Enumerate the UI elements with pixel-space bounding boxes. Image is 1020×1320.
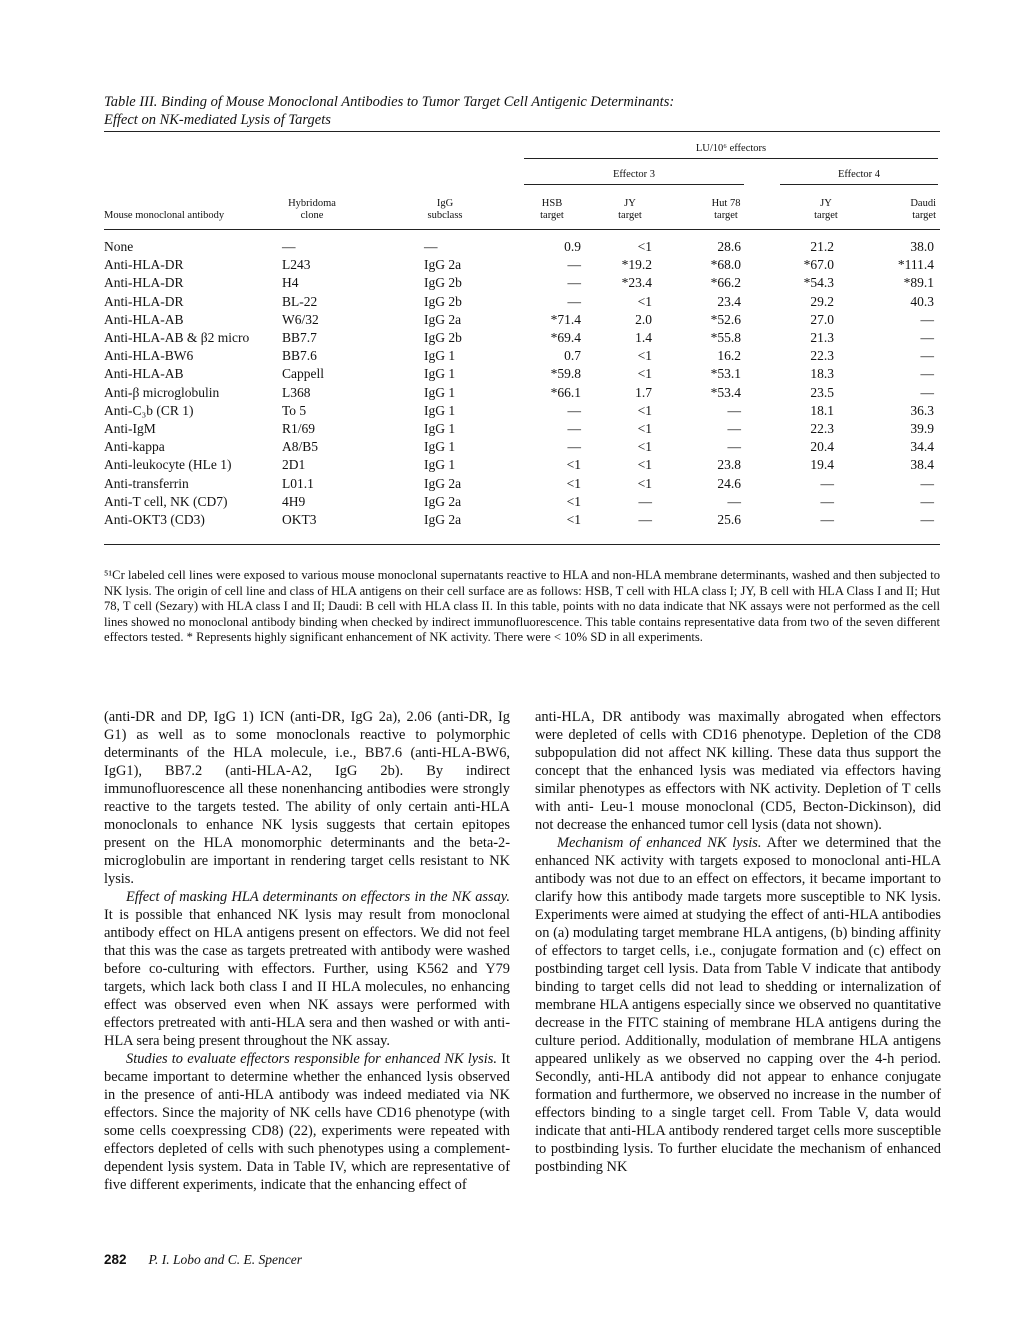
cell-jy-effector3: 2.0 <box>635 311 652 327</box>
cell-jy-effector4: — <box>820 475 834 491</box>
cell-igg-subclass: IgG 2b <box>424 330 462 345</box>
cell-jy-effector4: *54.3 <box>803 275 834 291</box>
cell-igg-subclass: IgG 2b <box>424 293 462 309</box>
cell-daudi: — <box>920 311 934 327</box>
effector3-header: Effector 3 <box>612 169 656 180</box>
cell-antibody: Anti-IgM <box>104 421 156 436</box>
cell-jy-effector4: 23.5 <box>810 384 834 400</box>
cell-igg-subclass: IgG 1 <box>424 439 456 455</box>
cell-jy-effector3: <1 <box>637 439 652 455</box>
table-caption <box>104 93 944 129</box>
cell-jy-effector3: *23.4 <box>621 275 652 291</box>
section-heading: Mechanism of enhanced NK lysis. <box>557 835 762 851</box>
cell-jy-effector4: 29.2 <box>810 293 834 309</box>
cell-hut78: *66.2 <box>710 275 741 291</box>
cell-hut78: 23.4 <box>717 293 741 309</box>
cell-hsb: — <box>567 439 581 455</box>
cell-hut78: *53.4 <box>710 384 741 400</box>
cell-jy-effector4: 21.3 <box>810 330 834 345</box>
cell-antibody: Anti-T cell, NK (CD7) <box>104 493 228 509</box>
cell-antibody: Anti-C₃b (CR 1) <box>104 402 194 418</box>
cell-jy-effector3: <1 <box>637 457 652 473</box>
cell-jy-effector4: 18.3 <box>810 366 834 382</box>
cell-jy-effector3: <1 <box>637 475 652 491</box>
cell-clone: L01.1 <box>282 475 314 491</box>
cell-jy-effector4: — <box>820 512 834 527</box>
cell-daudi: *89.1 <box>903 275 934 291</box>
paragraph: Mechanism of enhanced NK lysis. After we determined that the enhanced NK activity with targets exposed to monoclonal anti-HLA antibody was not due to an effect on effectors, it became important to clarify how this antibody made targets more susceptible to NK lysis. Experiments were aimed at studying the effect of anti-HLA antibodies on (a) modulating target membrane HLA antigens, (b) binding affinity of effectors to target cells, i.e., conjugate formation and (c) effect on postbinding target cell lysis. Data from Table V indicate that antibody binding to target cells did not lead to shedding or internalization of membrane HLA antigens especially since we observed no quantitative decrease in the FITC staining of membrane HLA antigens during the culture period. Additionally, modulation of membrane HLA antigens appeared unlikely as we observed no capping over the 4-h period. Secondly, anti-HLA antibody did not appear to enhance conjugate formation and furthermore, we observed no increase in the number of effectors binding to a single target cell. From Table V, data would indicate that anti-HLA antibody rendered target cells more susceptible to postbinding lysis. To further elucidate the mechanism of enhanced postbinding NK <box>535 835 941 1175</box>
cell-igg-subclass: IgG 1 <box>424 457 456 473</box>
cell-clone: A8/B5 <box>282 439 319 455</box>
cell-hut78: 16.2 <box>717 348 741 364</box>
cell-jy-effector3: — <box>638 512 652 527</box>
cell-igg-subclass: IgG 1 <box>424 402 456 418</box>
cell-antibody: Anti-HLA-DR <box>104 257 184 273</box>
cell-igg-subclass: IgG 1 <box>424 421 456 436</box>
cell-clone: H4 <box>282 275 299 291</box>
cell-antibody: Anti-HLA-DR <box>104 293 184 309</box>
cell-clone: 4H9 <box>282 493 306 509</box>
cell-hut78: 28.6 <box>717 239 741 254</box>
cell-daudi: — <box>920 512 934 527</box>
cell-jy-effector3: *19.2 <box>621 257 652 273</box>
cell-hsb: 0.7 <box>564 348 581 364</box>
cell-jy-effector3: <1 <box>637 421 652 436</box>
cell-antibody: Anti-kappa <box>104 439 165 455</box>
cell-daudi: — <box>920 493 934 509</box>
cell-antibody: Anti-HLA-AB <box>104 311 184 327</box>
column-header-clone: Hybridoma clone <box>288 198 336 221</box>
paragraph: Studies to evaluate effectors responsible for enhanced NK lysis. It became important to determine whether the enhanced lysis observed in the presence of anti-HLA antibody was indeed mediated via NK effectors. Since the majority of NK cells have CD16 phenotype (with some cells coexpressing CD8) (22), experiments were repeated with effectors depleted of cells with such phenotypes using a complement-dependent lysis system. Data in Table IV, which are representative of five different experiments, indicate that the enhancing effect of <box>104 1051 510 1193</box>
cell-hsb: — <box>567 275 581 291</box>
cell-hut78: *52.6 <box>710 311 741 327</box>
cell-hut78: — <box>727 439 741 455</box>
cell-daudi: 38.0 <box>910 239 934 254</box>
cell-hut78: 24.6 <box>717 475 741 491</box>
cell-daudi: *111.4 <box>897 257 934 273</box>
cell-clone: BB7.6 <box>282 348 317 364</box>
column-header-jy-effector3: JY target <box>618 198 642 221</box>
cell-antibody: Anti-β microglobulin <box>104 384 220 400</box>
cell-antibody: Anti-leukocyte (HLe 1) <box>104 457 232 473</box>
table-caption-line1: Table III. Binding of Mouse Monoclonal Antibodies to Tumor Target Cell Antigenic Determinants: <box>104 94 675 110</box>
cell-jy-effector3: <1 <box>637 239 652 254</box>
cell-daudi: 34.4 <box>910 439 934 455</box>
cell-hsb: — <box>567 293 581 309</box>
running-authors: P. I. Lobo and C. E. Spencer <box>148 1252 303 1267</box>
cell-jy-effector4: 21.2 <box>810 239 834 254</box>
cell-hsb: 0.9 <box>564 239 581 254</box>
cell-antibody: Anti-OKT3 (CD3) <box>104 512 205 527</box>
cell-daudi: — <box>920 475 934 491</box>
cell-jy-effector4: — <box>820 493 834 509</box>
cell-daudi: 40.3 <box>910 293 934 309</box>
cell-igg-subclass: — <box>424 239 438 254</box>
cell-hsb: *66.1 <box>550 384 581 400</box>
cell-antibody: Anti-HLA-DR <box>104 275 184 291</box>
cell-jy-effector3: 1.7 <box>635 384 652 400</box>
table-top-rule <box>104 131 940 132</box>
right-text-column <box>535 708 941 1176</box>
cell-daudi: — <box>920 366 934 382</box>
cell-igg-subclass: IgG 2a <box>424 257 462 273</box>
column-header-hsb: HSB target <box>540 198 564 221</box>
column-header-daudi: Daudi target <box>910 198 936 221</box>
effector3-rule <box>524 184 744 185</box>
units-header: LU/10⁶ effectors <box>695 143 767 154</box>
cell-hsb: *59.8 <box>550 366 581 382</box>
column-header-antibody: Mouse monoclonal antibody <box>104 210 225 221</box>
cell-igg-subclass: IgG 2a <box>424 475 462 491</box>
cell-daudi: — <box>920 348 934 364</box>
cell-hsb: <1 <box>566 475 581 491</box>
cell-igg-subclass: IgG 2b <box>424 275 462 291</box>
cell-clone: W6/32 <box>282 311 319 327</box>
cell-hsb: — <box>567 257 581 273</box>
cell-jy-effector4: 22.3 <box>810 421 834 436</box>
cell-jy-effector3: <1 <box>637 348 652 364</box>
cell-clone: Cappell <box>282 366 324 382</box>
cell-hsb: <1 <box>566 493 581 509</box>
cell-igg-subclass: IgG 1 <box>424 348 456 364</box>
cell-jy-effector3: <1 <box>637 293 652 309</box>
cell-hut78: *55.8 <box>710 330 741 345</box>
cell-clone: OKT3 <box>282 512 317 527</box>
cell-hsb: *69.4 <box>550 330 581 345</box>
cell-jy-effector4: 18.1 <box>810 402 834 418</box>
page-number: 282 <box>104 1252 127 1267</box>
cell-jy-effector4: *67.0 <box>803 257 834 273</box>
cell-hut78: *53.1 <box>710 366 741 382</box>
table-bottom-rule <box>104 544 940 545</box>
cell-antibody: Anti-transferrin <box>104 475 189 491</box>
cell-jy-effector4: 22.3 <box>810 348 834 364</box>
header-bottom-rule <box>104 229 940 230</box>
cell-antibody: Anti-HLA-AB & β2 micro <box>104 330 250 345</box>
cell-hut78: 25.6 <box>717 512 741 527</box>
cell-hsb: <1 <box>566 512 581 527</box>
cell-hsb: *71.4 <box>550 311 581 327</box>
cell-clone: — <box>282 239 296 254</box>
cell-daudi: 39.9 <box>910 421 934 436</box>
cell-jy-effector3: — <box>638 493 652 509</box>
effector4-header: Effector 4 <box>837 169 881 180</box>
cell-daudi: 36.3 <box>910 402 934 418</box>
cell-igg-subclass: IgG 2a <box>424 493 462 509</box>
section-heading: Studies to evaluate effectors responsible for enhanced NK lysis. <box>126 1051 497 1067</box>
cell-jy-effector4: 20.4 <box>810 439 834 455</box>
cell-hut78: — <box>727 421 741 436</box>
paragraph: anti-HLA, DR antibody was maximally abrogated when effectors were depleted of cells with CD16 phenotype. Depletion of the CD8 subpopulation did not affect NK killing. These data thus support the concept that the enhanced lysis was mediated via effectors having similar phenotypes as effectors with NK activity. Depletion of T cells with anti- Leu-1 mouse monoclonal (CD5, Becton-Dickinson), did not decrease the enhanced tumor cell lysis (data not shown). <box>535 709 941 833</box>
cell-daudi: — <box>920 330 934 345</box>
cell-clone: BB7.7 <box>282 330 317 345</box>
cell-daudi: 38.4 <box>910 457 934 473</box>
cell-igg-subclass: IgG 2a <box>424 512 462 527</box>
cell-hsb: — <box>567 421 581 436</box>
cell-hsb: <1 <box>566 457 581 473</box>
column-header-jy-effector4: JY target <box>814 198 838 221</box>
cell-hsb: — <box>567 402 581 418</box>
cell-igg-subclass: IgG 1 <box>424 384 456 400</box>
paragraph: (anti-DR and DP, IgG 1) ICN (anti-DR, IgG 2a), 2.06 (anti-DR, Ig G1) as well as to some monoclonals reactive to polymorphic determinants of the HLA molecule, i.e., BB7.6 (anti-HLA-BW6, IgG1), BB7.2 (anti-HLA-A2, IgG 2b). By indirect immunofluorescence all these nonenhancing antibodies were strongly reactive to the targets tested. The ability of only certain anti-HLA monoclonals to enhance NK lysis suggests that certain epitopes present on the HLA monomorphic determinants and the beta-2-microglobulin are important in rendering target cells resistant to NK lysis. <box>104 709 510 887</box>
cell-antibody: Anti-HLA-AB <box>104 366 184 382</box>
cell-jy-effector4: 19.4 <box>810 457 834 473</box>
units-rule <box>524 158 938 159</box>
column-header-igg: IgG subclass <box>427 198 463 221</box>
paragraph: Effect of masking HLA determinants on effectors in the NK assay. It is possible that enhanced NK lysis may result from monoclonal antibody effect on HLA antigens present on effectors. We did not feel that this was the case as targets pretreated with antibody were washed before co-culturing with effectors. Further, using K562 and Y79 targets, which lack both class I and II HLA molecules, no enhancing effect was observed even when NK assays were performed with effectors pretreated with anti-HLA sera and then washed or with anti-HLA sera being present throughout the NK assay. <box>104 889 510 1049</box>
left-text-column <box>104 708 510 1194</box>
table-caption-line2: Effect on NK-mediated Lysis of Targets <box>104 112 331 128</box>
cell-clone: BL-22 <box>282 293 318 309</box>
cell-clone: 2D1 <box>282 457 306 473</box>
cell-antibody: Anti-HLA-BW6 <box>104 348 194 364</box>
page-footer <box>104 1252 302 1268</box>
cell-jy-effector3: <1 <box>637 366 652 382</box>
table-footnote: ⁵¹Cr labeled cell lines were exposed to various mouse monoclonal supernatants reactive to HLA and non-HLA membrane determinants, washed and then subjected to NK lysis. The origin of cell line and class of HLA antigens on their cell surface are as follows: HSB, T cell with HLA class I; JY, B cell with HLA Class I and II; Hut 78, T cell (Sezary) with HLA class I and II; Daudi: B cell with HLA class II. In this table, points with no data indicate that NK assays were not performed as the cell lines showed no monoclonal antibody binding when checked by indirect immunofluorescence. This table contains representative data from two of the seven different effectors tested. * Represents highly significant enhancement of NK activity. There were < 10% SD in all experiments. <box>104 568 940 645</box>
cell-antibody: None <box>104 239 134 254</box>
cell-hut78: 23.8 <box>717 457 741 473</box>
cell-jy-effector3: 1.4 <box>635 330 652 345</box>
section-heading: Effect of masking HLA determinants on effectors in the NK assay. <box>126 889 510 905</box>
cell-igg-subclass: IgG 2a <box>424 311 462 327</box>
cell-hut78: *68.0 <box>710 257 741 273</box>
effector4-rule <box>780 184 938 185</box>
cell-clone: L243 <box>282 257 311 273</box>
cell-clone: L368 <box>282 384 311 400</box>
column-header-hut78: Hut 78 target <box>711 198 741 221</box>
cell-daudi: — <box>920 384 934 400</box>
cell-jy-effector4: 27.0 <box>810 311 834 327</box>
cell-clone: To 5 <box>282 402 307 418</box>
cell-hut78: — <box>727 493 741 509</box>
cell-hut78: — <box>727 402 741 418</box>
cell-clone: R1/69 <box>282 421 316 436</box>
cell-jy-effector3: <1 <box>637 402 652 418</box>
cell-igg-subclass: IgG 1 <box>424 366 456 382</box>
